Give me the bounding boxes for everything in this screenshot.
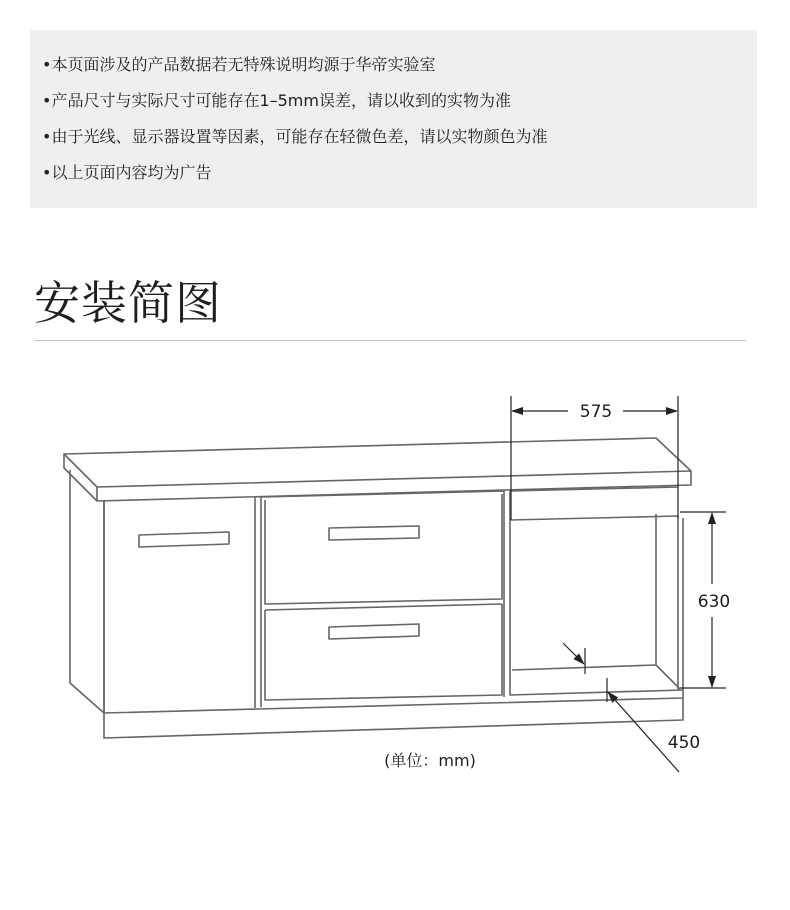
depth-arrow-back	[563, 643, 584, 664]
depth-dimension-label: 450	[667, 733, 701, 753]
left-door-handle	[139, 532, 229, 547]
lower-drawer-handle	[329, 624, 419, 639]
notice-line: •本页面涉及的产品数据若无特殊说明均源于华帝实验室	[42, 55, 436, 74]
width-dimension-label: 575	[579, 402, 613, 422]
depth-arrow-front	[608, 692, 679, 772]
height-dimension-label: 630	[697, 592, 731, 612]
left-door	[104, 497, 255, 713]
unit-label: (单位：mm)	[384, 751, 476, 770]
notice-box	[30, 30, 757, 208]
section-title: 安装简图	[34, 276, 222, 330]
opening-inner-back	[512, 514, 680, 689]
title-divider	[34, 340, 746, 341]
installation-diagram	[0, 360, 790, 830]
lower-drawer	[265, 604, 502, 700]
upper-drawer-handle	[329, 526, 419, 540]
notice-line: •以上页面内容均为广告	[42, 163, 212, 182]
depth-dimension	[563, 643, 679, 772]
dishwasher-opening	[510, 487, 683, 695]
notice-line: •产品尺寸与实际尺寸可能存在1–5mm误差，请以收到的实物为准	[42, 91, 511, 110]
plinth	[104, 698, 683, 738]
notice-line: •由于光线、显示器设置等因素，可能存在轻微色差，请以实物颜色为准	[42, 127, 548, 146]
countertop	[64, 438, 691, 501]
cabinet	[64, 438, 691, 738]
upper-drawer	[265, 494, 502, 604]
cabinet-body	[70, 470, 683, 713]
